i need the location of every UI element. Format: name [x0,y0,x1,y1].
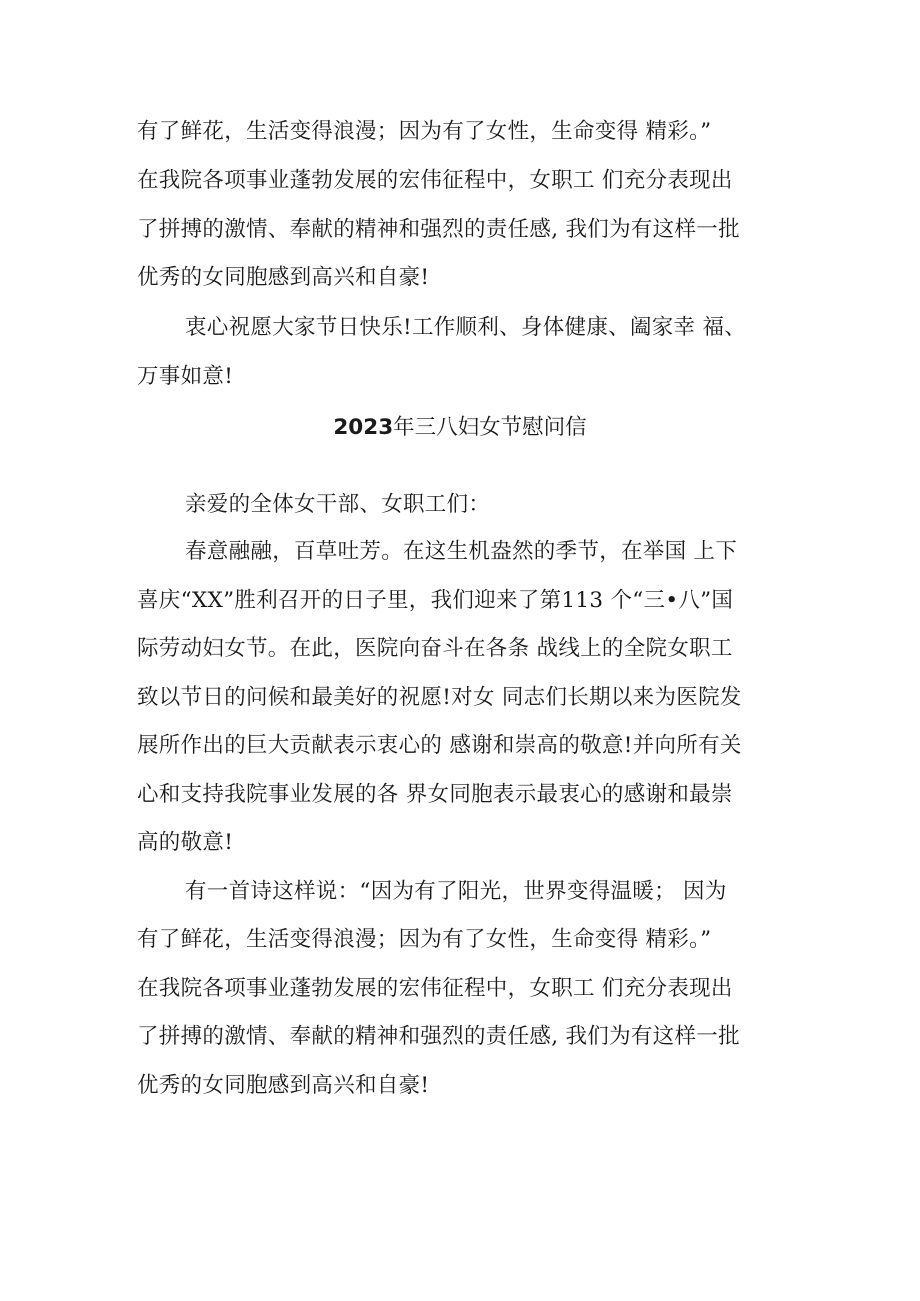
title-year: 2023 [333,415,394,440]
text-line: 心和支持我院事业发展的各 界女同胞表示最衷心的感谢和最崇 [137,782,733,807]
text-line: 了拼搏的激情、奉献的精神和强烈的责任感, 我们为有这样一批 [137,1024,740,1049]
text-line: 优秀的女同胞感到高兴和自豪! [137,265,430,290]
text-line: 高的敬意! [137,830,234,855]
letter-title [0,413,920,443]
text-line: 展所作出的巨大贡献表示衷心的 感谢和崇高的敬意!并向所有关 [137,733,742,758]
text-line: 有了鲜花，生活变得浪漫；因为有了女性，生命变得 精彩。” [137,927,712,952]
text-line: 优秀的女同胞感到高兴和自豪! [137,1073,430,1098]
text-line: 在我院各项事业蓬勃发展的宏伟征程中，女职工 们充分表现出 [137,168,733,193]
text-line: 致以节日的问候和最美好的祝愿!对女 同志们长期以来为医院发 [137,685,742,710]
text-line: 在我院各项事业蓬勃发展的宏伟征程中，女职工 们充分表现出 [137,976,733,1001]
text-line: 了拼搏的激情、奉献的精神和强烈的责任感, 我们为有这样一批 [137,217,740,242]
text-line: 万事如意! [137,364,234,389]
text-line: 有一首诗这样说：“因为有了阳光，世界变得温暖； 因为 [185,879,727,904]
text-line: 春意融融，百草吐芳。在这生机盎然的季节，在举国 上下 [185,539,738,564]
text-line: 衷心祝愿大家节日快乐!工作顺利、身体健康、阖家幸 福、 [185,315,747,340]
text-line: 喜庆“XX”胜利召开的日子里，我们迎来了第113 个“三•八”国 [137,588,734,613]
text-line: 际劳动妇女节。在此，医院向奋斗在各条 战线上的全院女职工 [137,636,733,661]
title-text: 年三八妇女节慰问信 [393,415,587,440]
salutation: 亲爱的全体女干部、女职工们： [185,492,491,517]
text-line: 有了鲜花，生活变得浪漫；因为有了女性，生命变得 精彩。” [137,119,712,144]
